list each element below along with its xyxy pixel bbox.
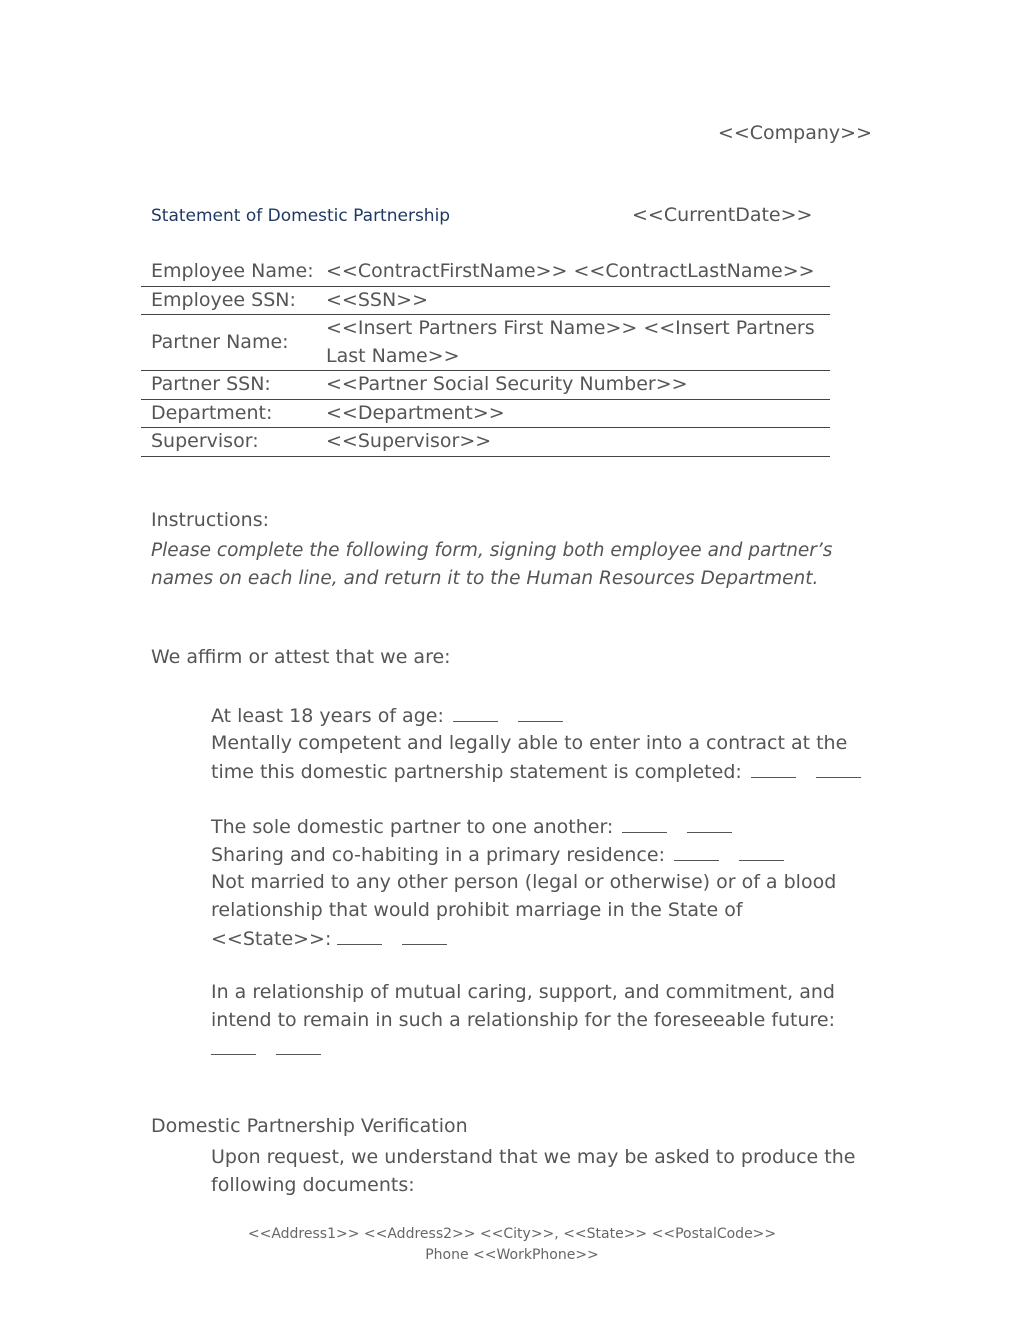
affirm-item-residence <box>211 840 861 869</box>
row-label: Partner SSN: <box>141 371 326 400</box>
partner-initial-field[interactable] <box>276 1034 321 1055</box>
employee-initial-field[interactable] <box>211 1034 256 1055</box>
affirm-item-text: In a relationship of mutual caring, support, and commitment, and intend to remain in such a relationship for the foreseeable future: <box>211 981 836 1031</box>
verification-text: Upon request, we understand that we may be asked to produce the following documents: <box>211 1146 856 1196</box>
employee-initial-field[interactable] <box>622 812 667 833</box>
footer-address: <<Address1>> <<Address2>> <<City>>, <<State>> <<PostalCode>> <box>247 1226 777 1242</box>
table-row <box>141 371 830 400</box>
table-row <box>141 428 830 457</box>
table-row <box>141 286 830 315</box>
affirm-item-sole-partner <box>211 812 861 841</box>
affirm-intro: We affirm or attest that we are: <box>151 646 451 668</box>
verification-heading: Domestic Partnership Verification <box>151 1115 468 1137</box>
table-row <box>141 315 830 371</box>
affirm-item-text: Sharing and co-habiting in a primary residence: <box>211 844 665 866</box>
row-label: Employee Name: <box>141 258 326 286</box>
employee-initial-field[interactable] <box>674 840 719 861</box>
row-value: <<Department>> <box>326 399 830 428</box>
affirm-item-text: Not married to any other person (legal or otherwise) or of a blood relationship that would prohibit marriage in the State of <<State>>: <box>211 871 837 950</box>
affirm-item-text: Mentally competent and legally able to enter into a contract at the time this domestic partnership statement is completed: <box>211 732 848 783</box>
row-label: Department: <box>141 399 326 428</box>
document-title: Statement of Domestic Partnership <box>151 206 451 226</box>
affirm-item-relationship <box>211 978 861 1063</box>
instructions-text: Please complete the following form, signing both employee and partner’s names on each line, and return it to the Human Resources Department. <box>151 540 833 589</box>
row-value: <<Supervisor>> <box>326 428 830 457</box>
affirm-item-text: At least 18 years of age: <box>211 705 444 727</box>
partner-initial-field[interactable] <box>402 924 447 945</box>
company-name: <<Company>> <box>717 122 872 144</box>
partner-initial-field[interactable] <box>739 840 784 861</box>
instructions-heading: Instructions: <box>151 509 269 531</box>
row-label: Employee SSN: <box>141 286 326 315</box>
row-value: <<Partner Social Security Number>> <box>326 371 830 400</box>
table-row <box>141 399 830 428</box>
partner-initial-field[interactable] <box>518 701 563 722</box>
current-date: <<CurrentDate>> <box>632 204 813 226</box>
table-row <box>141 258 830 286</box>
partner-initial-field[interactable] <box>816 757 861 778</box>
affirm-item-not-married <box>211 868 861 953</box>
row-label: Supervisor: <box>141 428 326 457</box>
employee-initial-field[interactable] <box>337 924 382 945</box>
row-label: Partner Name: <box>141 315 326 371</box>
row-value: <<Insert Partners First Name>> <<Insert Partners Last Name>> <box>326 315 830 371</box>
affirm-item-text: The sole domestic partner to one another: <box>211 816 614 838</box>
footer <box>0 1224 1024 1266</box>
employee-initial-field[interactable] <box>751 757 796 778</box>
row-value: <<SSN>> <box>326 286 830 315</box>
employee-initial-field[interactable] <box>453 701 498 722</box>
partner-initial-field[interactable] <box>687 812 732 833</box>
row-value: <<ContractFirstName>> <<ContractLastName>> <box>326 258 830 286</box>
affirm-item-age <box>211 701 861 730</box>
affirm-item-competent <box>211 729 861 786</box>
employee-info-table <box>141 258 830 457</box>
footer-phone: Phone <<WorkPhone>> <box>425 1247 599 1263</box>
